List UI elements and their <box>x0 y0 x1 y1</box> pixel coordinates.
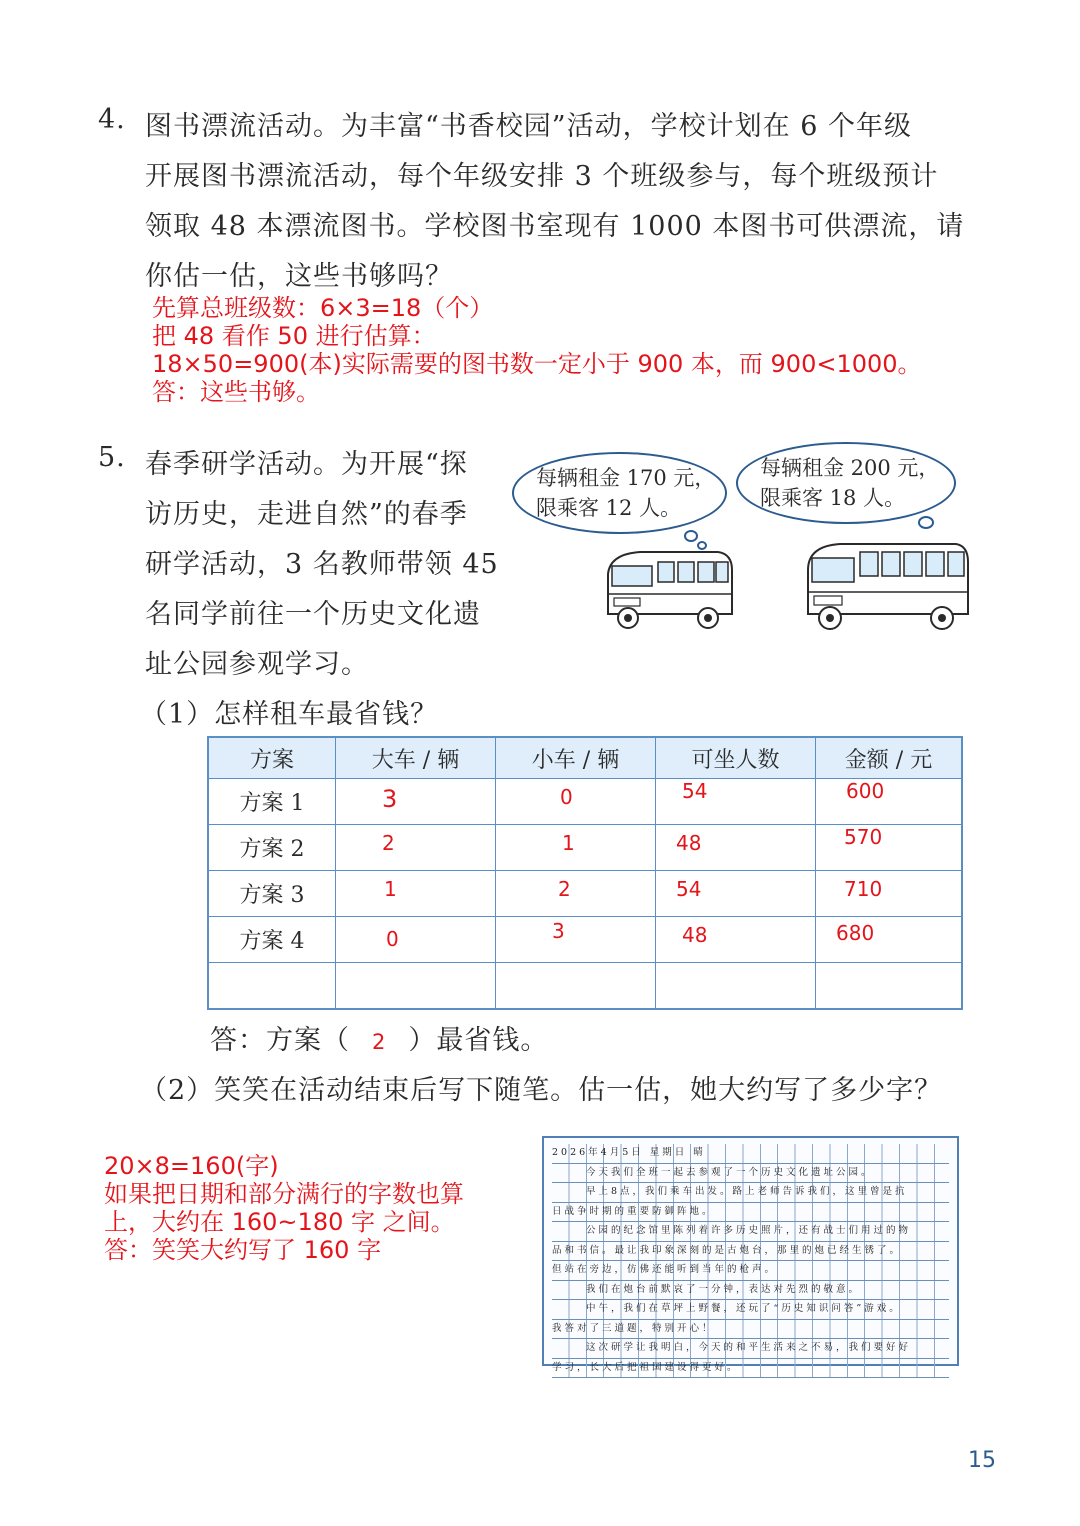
empty-cell[interactable] <box>656 963 816 1010</box>
rental-plan-table <box>207 736 963 1010</box>
small-count: 3 <box>552 919 565 943</box>
cost-value: 710 <box>844 877 883 901</box>
small-bus-bubble-line-1: 每辆租金 170 元， <box>536 466 716 490</box>
large-bus-bubble-line-1: 每辆租金 200 元， <box>760 456 940 480</box>
empty-cell[interactable] <box>496 963 656 1010</box>
table-row <box>208 963 962 1010</box>
seats-value: 48 <box>676 831 702 855</box>
small-bus-bubble <box>512 452 727 534</box>
q5-number: 5. <box>98 442 126 473</box>
page-number: 15 <box>968 1448 996 1473</box>
small-bus-bubble-line-2: 限乘客 12 人。 <box>536 496 682 520</box>
table-row <box>208 917 962 963</box>
table-row <box>208 825 962 871</box>
q5-line-5: 址公园参观学习。 <box>145 649 369 680</box>
seats-cell[interactable] <box>656 779 816 825</box>
notebook-row: 但站在旁边，仿佛还能听到当年的枪声。 <box>552 1261 949 1281</box>
plan-name: 方案 2 <box>208 825 336 871</box>
small-count-cell[interactable] <box>496 825 656 871</box>
notebook-row: 公园的纪念馆里陈列着许多历史照片，还有战士们用过的物 <box>552 1222 949 1242</box>
plan-name: 方案 1 <box>208 779 336 825</box>
small-count: 0 <box>560 785 573 809</box>
cost-value: 600 <box>846 779 885 803</box>
seats-value: 54 <box>682 779 708 803</box>
small-count-cell[interactable] <box>496 917 656 963</box>
big-count-cell[interactable] <box>336 779 496 825</box>
seats-cell[interactable] <box>656 871 816 917</box>
empty-cell[interactable] <box>208 963 336 1010</box>
q5-answer2-3: 上，大约在 160~180 字 之间。 <box>104 1208 455 1236</box>
q4-line-3: 领取 48 本漂流图书。学校图书室现有 1000 本图书可供漂流，请 <box>145 211 965 242</box>
table-header-row <box>208 737 962 779</box>
cost-value: 570 <box>844 825 883 849</box>
small-count-cell[interactable] <box>496 779 656 825</box>
header-cost: 金额 / 元 <box>816 737 963 779</box>
big-count-cell[interactable] <box>336 871 496 917</box>
big-count: 3 <box>382 785 398 813</box>
q4-answer-4: 答：这些书够。 <box>152 378 320 406</box>
answer1-prefix: 答：方案（ <box>210 1025 350 1056</box>
seats-value: 48 <box>682 923 708 947</box>
q5-answer2-1: 20×8=160(字) <box>104 1152 279 1180</box>
plan-name: 方案 3 <box>208 871 336 917</box>
big-count-cell[interactable] <box>336 825 496 871</box>
q5-line-1: 春季研学活动。为开展“探 <box>145 449 468 480</box>
notebook-row: 我答对了三道题，特别开心！ <box>552 1320 949 1340</box>
small-count: 1 <box>562 831 575 855</box>
big-count: 2 <box>382 831 395 855</box>
header-small-bus: 小车 / 辆 <box>496 737 656 779</box>
small-count-cell[interactable] <box>496 871 656 917</box>
cost-value: 680 <box>836 921 875 945</box>
small-count: 2 <box>558 877 571 901</box>
large-bus-illustration <box>800 540 972 636</box>
q5-line-2: 访历史，走进自然”的春季 <box>145 499 468 530</box>
q4-answer-1: 先算总班级数：6×3=18（个） <box>152 294 494 322</box>
cost-cell[interactable] <box>816 779 963 825</box>
cost-cell[interactable] <box>816 917 963 963</box>
q4-line-2: 开展图书漂流活动，每个年级安排 3 个班级参与，每个班级预计 <box>145 161 939 192</box>
essay-notebook <box>542 1136 959 1373</box>
q5-answer1 <box>210 1018 548 1057</box>
q5-answer2-2: 如果把日期和部分满行的字数也算 <box>104 1180 464 1208</box>
seats-cell[interactable] <box>656 917 816 963</box>
header-seats: 可坐人数 <box>656 737 816 779</box>
header-plan: 方案 <box>208 737 336 779</box>
notebook-row: 品和书信。最让我印象深刻的是古炮台，那里的炮已经生锈了。 <box>552 1242 949 1262</box>
notebook-row: 这次研学让我明白，今天的和平生活来之不易，我们要好好 <box>552 1339 949 1359</box>
notebook-row: 日战争时期的重要防御阵地。 <box>552 1203 949 1223</box>
notebook-row: 早上8点，我们乘车出发。路上老师告诉我们，这里曾是抗 <box>552 1183 949 1203</box>
big-count-cell[interactable] <box>336 917 496 963</box>
q5-sub1: （1）怎样租车最省钱？ <box>140 699 439 730</box>
bubble-dot <box>684 530 698 542</box>
q5-line-3: 研学活动，3 名教师带领 45 <box>145 549 499 580</box>
empty-cell[interactable] <box>816 963 963 1010</box>
table-row <box>208 779 962 825</box>
large-bus-bubble-line-2: 限乘客 18 人。 <box>760 486 906 510</box>
q4-number: 4. <box>98 104 126 135</box>
answer1-value[interactable]: 2 <box>372 1030 387 1054</box>
big-count: 0 <box>386 927 399 951</box>
notebook-row: 中午，我们在草坪上野餐，还玩了“历史知识问答”游戏。 <box>552 1300 949 1320</box>
notebook-row: 2026年4月5日 星期日 晴 <box>552 1144 949 1164</box>
seats-cell[interactable] <box>656 825 816 871</box>
bubble-dot <box>918 516 934 529</box>
q4-line-4: 你估一估，这些书够吗？ <box>145 261 453 292</box>
plan-name: 方案 4 <box>208 917 336 963</box>
empty-cell[interactable] <box>336 963 496 1010</box>
cost-cell[interactable] <box>816 825 963 871</box>
q5-sub2: （2）笑笑在活动结束后写下随笔。估一估，她大约写了多少字？ <box>140 1075 943 1106</box>
table-row <box>208 871 962 917</box>
q5-line-4: 名同学前往一个历史文化遗 <box>145 599 481 630</box>
notebook-row: 我们在炮台前默哀了一分钟，表达对先烈的敬意。 <box>552 1281 949 1301</box>
notebook-row: 今天我们全班一起去参观了一个历史文化遗址公园。 <box>552 1164 949 1184</box>
big-count: 1 <box>384 877 397 901</box>
q4-answer-3: 18×50=900(本)实际需要的图书数一定小于 900 本，而 900<1000。 <box>152 350 922 378</box>
cost-cell[interactable] <box>816 871 963 917</box>
notebook-row: 学习，长大后把祖国建设得更好。 <box>552 1359 949 1379</box>
header-big-bus: 大车 / 辆 <box>336 737 496 779</box>
minibus-illustration <box>600 546 740 636</box>
answer1-suffix: ）最省钱。 <box>408 1025 549 1056</box>
q4-answer-2: 把 48 看作 50 进行估算： <box>152 322 436 350</box>
q4-line-1: 图书漂流活动。为丰富“书香校园”活动，学校计划在 6 个年级 <box>145 111 912 142</box>
large-bus-bubble <box>736 442 956 524</box>
q5-answer2-4: 答：笑笑大约写了 160 字 <box>104 1236 382 1264</box>
seats-value: 54 <box>676 877 702 901</box>
